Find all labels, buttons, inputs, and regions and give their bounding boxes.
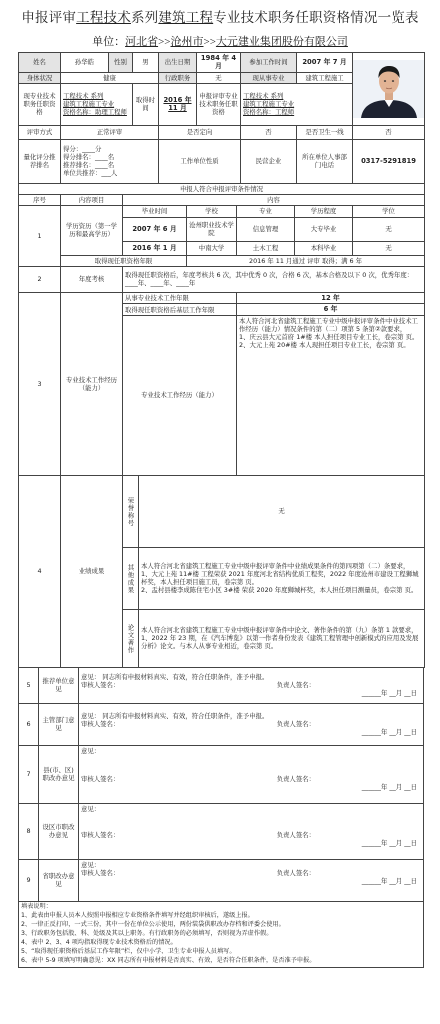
reviewer-signature: 审核人签名：	[81, 868, 120, 877]
edu-major-header: 专业	[237, 205, 295, 217]
opinion-text: 意见：	[81, 746, 101, 755]
birth-label: 出生日期	[159, 53, 197, 73]
opinion-no: 6	[19, 703, 39, 745]
edu-school: 沧州职业技术学院	[187, 217, 237, 241]
opinion-signatures	[81, 831, 421, 839]
obtain-month: 11 月	[168, 104, 187, 113]
col-content-header: 内容	[123, 194, 425, 205]
opinion-date: ______年 __月 __日	[361, 689, 417, 698]
current-title-specialty: 建筑工程施工专业	[63, 100, 115, 109]
rural-label: 是否卫生一线	[297, 125, 353, 139]
opinion-body	[79, 803, 424, 859]
notes-item: 5、“取得现任职资格后基层工作年限”栏，仅中小学、卫生专业申报人员填写。	[21, 947, 236, 955]
col-item-header: 内容项目	[61, 194, 123, 205]
annual-value: 取得现任职资格后，年度考核共 6 次，其中优秀 0 次，合格 6 次，基本合格及以下 0 次，优秀年度：____年、____年、____年	[123, 266, 425, 292]
edu-degree-header: 学位	[353, 205, 425, 217]
recommend-total: 单位共推荐：___人	[63, 169, 118, 178]
opinion-no: 5	[19, 667, 39, 703]
annual-item: 年度考核	[61, 266, 123, 292]
score-label: 量化评分推荐排名	[19, 139, 61, 183]
review-method-value: 正常评审	[61, 125, 159, 139]
opinion-label: 县(市、区)职改办意见	[39, 745, 79, 803]
exp-years-value: 12 年	[237, 292, 425, 303]
notes-item: 2、一律正反打印，一式三份，其中一份在单位公示使用，两份装袋供职改办存档和评委会使用。	[21, 920, 285, 928]
current-title-series: 工程技术 系列	[63, 92, 104, 101]
edu-level-header: 学历程度	[295, 205, 353, 217]
score-value	[61, 139, 159, 183]
admin-label: 行政职务	[159, 72, 197, 83]
opinion-signatures	[81, 869, 421, 877]
reviewer-signature: 审核人签名：	[81, 774, 120, 783]
opinion-body	[79, 859, 424, 901]
leader-signature: 负责人签名：	[276, 681, 315, 690]
reviewer-signature: 审核人签名：	[81, 720, 120, 729]
leader-signature: 负责人签名：	[276, 774, 315, 783]
opinion-date: ______年 __月 __日	[361, 782, 417, 791]
edu-time: 2007 年 6 月	[123, 217, 187, 241]
gender-value: 男	[133, 53, 159, 73]
current-title-value	[61, 83, 133, 125]
title-prefix: 申报评审	[21, 10, 77, 25]
opinion-label: 设区市职改办意见	[39, 803, 79, 859]
obtain-value	[159, 83, 197, 125]
conditions-table	[18, 183, 425, 668]
title-suffix: 专业技术职务任职资格情况一览表	[213, 10, 419, 25]
score-points: 得分：____分	[63, 145, 102, 154]
exp-cond-value	[237, 315, 425, 475]
edu-degree: 无	[353, 241, 425, 255]
opinion-label: 省职改办意见	[39, 859, 79, 901]
opinion-label: 推荐单位意见	[39, 667, 79, 703]
notes-item: 3、行政职务包括股、科、处级及其以上职务。有行政职务的必须填写，否则视为弄虚作假。	[21, 929, 273, 937]
edu-school: 中南大学	[187, 241, 237, 255]
edu-school-header: 学校	[187, 205, 237, 217]
basic-info-table	[18, 52, 425, 184]
ach-paper-value	[139, 609, 425, 667]
leader-signature: 负责人签名：	[276, 868, 315, 877]
current-major-label: 现从事专业	[241, 72, 297, 83]
workstart-value: 2007 年 7 月	[297, 53, 353, 73]
reviewer-signature: 审核人签名：	[81, 681, 120, 690]
edu-level: 大专毕业	[295, 217, 353, 241]
recommend-rank: 推荐排名：____名	[63, 161, 115, 170]
exp-no: 3	[19, 292, 61, 475]
apply-title-name: 资格名称：工程师	[243, 108, 295, 117]
opinion-row	[19, 803, 424, 859]
apply-title-value	[241, 83, 353, 125]
notes-body	[19, 901, 424, 967]
opinion-body	[79, 745, 424, 803]
apply-title-series: 工程技术 系列	[243, 92, 284, 101]
ach-award-label: 荣誉称号	[123, 475, 139, 547]
unit-nature-value: 民营企业	[241, 139, 297, 183]
apply-title-specialty: 建筑工程施工专业	[243, 100, 295, 109]
current-title-name: 资格名称：助理工程师	[63, 108, 127, 117]
hr-phone-label: 所在单位人事部门电话	[297, 139, 353, 183]
current-title-label: 现专业技术职务任职资格	[19, 83, 61, 125]
page-title	[0, 6, 440, 26]
opinion-text: 意见：	[81, 860, 101, 869]
edu-level: 本科毕业	[295, 241, 353, 255]
edu-degree: 无	[353, 217, 425, 241]
ach-paper-label: 论文著作	[123, 609, 139, 667]
edu-after-value: 2016 年 11 月通过 评审 取得；满 6 年	[187, 255, 425, 266]
leader-signature: 负责人签名：	[276, 830, 315, 839]
notes-item: 4、表中 2、3、4 项均指取得现专业技术资格后的情况。	[21, 938, 177, 946]
admin-value: 无	[197, 72, 241, 83]
ach-paper-item: 1、2022 年 23 期，在《汽车博览》以第一作者身份发表《建筑工程管理中创新模式的应用及发展分析》论文。与本人从事专业相近，卷宗第 页。	[141, 634, 419, 651]
edu-item: 学历资历（第一学历和最高学历）	[61, 205, 123, 255]
review-method-label: 评审方式	[19, 125, 61, 139]
unit-province: 河北省	[125, 36, 159, 48]
unit-separator: >>	[203, 36, 216, 48]
opinions-table	[18, 667, 424, 902]
ach-other-intro: 本人符合河北省建筑工程施工专业中级申报评审条件中业绩成果条件的第四项第（二）条要求，	[141, 562, 410, 571]
exp-grass-label: 取得现任职资格后基层工作年限	[123, 304, 237, 315]
orient-label: 是否定向	[159, 125, 241, 139]
birth-value: 1984 年 4 月	[197, 53, 241, 73]
edu-no: 1	[19, 205, 61, 266]
name-label: 姓名	[19, 53, 61, 73]
opinion-no: 9	[19, 859, 39, 901]
apply-title-label: 申报评审专业技术职务任职资格	[197, 83, 241, 125]
hr-phone-value: 0317-5291819	[353, 139, 425, 183]
opinion-no: 7	[19, 745, 39, 803]
unit-company: 大元建业集团股份有限公司	[215, 36, 348, 48]
opinion-signatures	[81, 775, 421, 783]
opinion-body	[79, 667, 424, 703]
opinion-row	[19, 703, 424, 745]
annual-no: 2	[19, 266, 61, 292]
edu-time: 2016 年 1 月	[123, 241, 187, 255]
applicant-photo-image	[353, 60, 425, 118]
edu-major: 信息管理	[237, 217, 295, 241]
notes-item: 1、此表由申报人员本人按照申报相应专业资格条件填写并经组织审核后，遂级上报。	[21, 911, 254, 919]
notes-title: 填表说明：	[21, 902, 52, 910]
opinion-text: 意见： 同志所有申报材料真实、有效，符合任职条件，准予申报。	[81, 712, 269, 721]
ach-other-value	[139, 547, 425, 609]
section-title: 申报人符合申报评审条件情况	[19, 183, 425, 194]
edu-time-header: 毕业时间	[123, 205, 187, 217]
opinion-no: 8	[19, 803, 39, 859]
exp-item: 专业技术工作经历（能力）	[61, 292, 123, 475]
title-series-suffix: 系列	[130, 10, 159, 25]
health-label: 身体状况	[19, 72, 61, 83]
opinion-text: 意见： 同志所有申报材料真实、有效，符合任职条件，准予申报。	[81, 673, 269, 682]
photo-cell	[353, 53, 425, 126]
notes-table	[18, 901, 424, 968]
title-series: 工程技术	[76, 10, 131, 25]
ach-award-value: 无	[139, 475, 425, 547]
ach-no: 4	[19, 475, 61, 667]
edu-after-label: 取得现任职资格年限	[61, 255, 187, 266]
reviewer-signature: 审核人签名：	[81, 830, 120, 839]
opinion-date: ______年 __月 __日	[361, 728, 417, 737]
exp-cond-intro: 本人符合河北省建筑工程施工专业中级申报评审条件中业技术工作经历（能力）情况条件的第（二）项第 5 条第②款要求，	[239, 316, 418, 333]
current-major-value: 建筑工程施工	[297, 72, 353, 83]
opinion-label: 主管部门意见	[39, 703, 79, 745]
opinion-date: ______年 __月 __日	[361, 838, 417, 847]
ach-item: 业绩成果	[61, 475, 123, 667]
opinion-row	[19, 667, 424, 703]
exp-cond-label: 专业技术工作经历（能力）	[123, 315, 237, 475]
title-specialty: 建筑工程	[158, 10, 214, 25]
obtain-label: 取得时间	[133, 83, 159, 125]
col-no-header: 序号	[19, 194, 61, 205]
name-value: 孙华皓	[61, 53, 109, 73]
rural-value: 否	[353, 125, 425, 139]
gender-label: 性别	[109, 53, 133, 73]
obtain-year: 2016 年	[163, 95, 192, 104]
form-sheet	[18, 52, 424, 1016]
exp-grass-value: 6 年	[237, 304, 425, 315]
workstart-label: 参加工作时间	[241, 53, 297, 73]
exp-years-label: 从事专业技术工作年限	[123, 292, 237, 303]
applicant-photo	[353, 60, 424, 118]
unit-nature-label: 工作单位性质	[159, 139, 241, 183]
leader-signature: 负责人签名：	[276, 720, 315, 729]
opinion-text: 意见：	[81, 804, 101, 813]
ach-other-item: 2、盂村县楼李成陈住宅小区 3#楼 荣获 2020 年度狮城杯奖，本人担任项目测量员，卷宗第 页。	[141, 586, 418, 595]
opinion-row	[19, 745, 424, 803]
exp-cond-item: 2、大元上苑 20#楼 本人现担任项目专业工长，卷宗第 页。	[239, 340, 410, 349]
orient-value: 否	[241, 125, 297, 139]
ach-other-label: 其他成果	[123, 547, 139, 609]
unit-separator: >>	[158, 36, 171, 48]
edu-major: 土木工程	[237, 241, 295, 255]
score-rank: 得分排名：____名	[63, 153, 115, 162]
opinion-row	[19, 859, 424, 901]
unit-city: 沧州市	[170, 36, 204, 48]
exp-cond-item: 1、庆云县大元首府 1#楼 本人担任项目专业工长，卷宗第 页。	[239, 332, 419, 341]
unit-line	[0, 33, 440, 49]
notes-item: 6、表中 5-9 项填写明确意见：XX 同志所有申报材料是否真实、有效，是否符合任职条件，是否准予申报。	[21, 956, 316, 964]
ach-paper-intro: 本人符合河北省建筑工程施工专业中级申报评审条件中论文、著作条件的第（九）条第 1 款要求，	[141, 626, 418, 635]
ach-other-item: 1、大元上苑 11#楼 工程荣获 2021 年度河北省结构优质工程奖，2022 年度沧州市建设工程狮城杯奖，本人担任项目施工员，卷宗第 页。	[141, 570, 419, 587]
opinion-body	[79, 703, 424, 745]
health-value: 健康	[61, 72, 159, 83]
unit-label: 单位：	[92, 36, 126, 48]
opinion-date: ______年 __月 __日	[361, 876, 417, 885]
